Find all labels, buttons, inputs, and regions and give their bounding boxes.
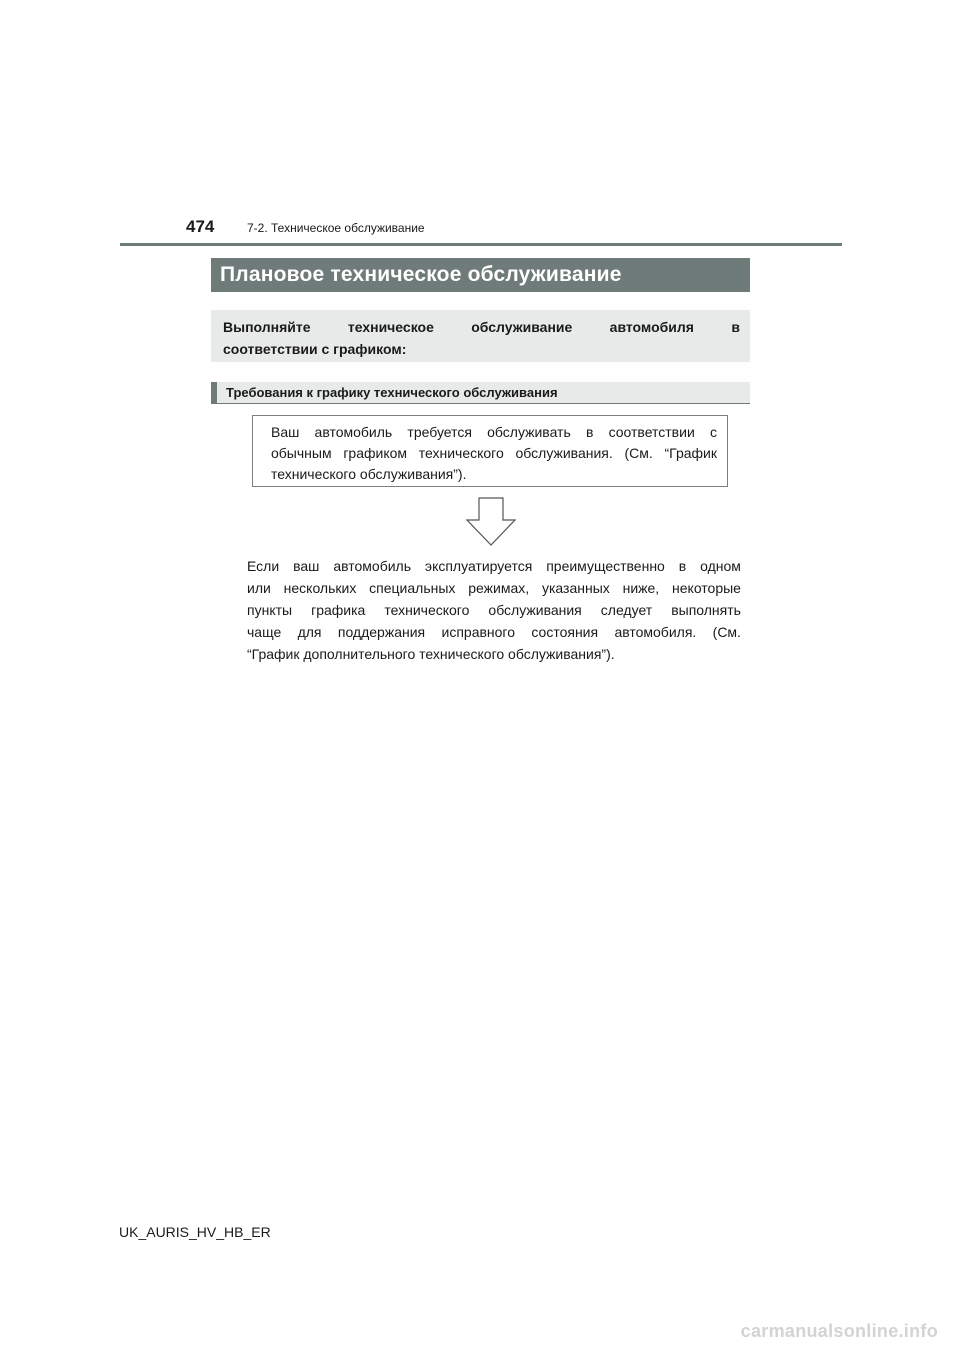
body-word: ваш [293,558,320,574]
intro-word: автомобиля [609,319,694,335]
body-line-4 [247,621,741,643]
body-word: для [297,624,322,640]
section-label: 7-2. Техническое обслуживание [247,221,425,235]
subheading-text: Требования к графику технического обслуживания [226,385,558,400]
body-word: эксплуатируется [424,558,533,574]
body-word: в [678,558,687,574]
requirement-word: обслуживать [487,424,571,440]
body-word: автомобиля. [614,624,697,640]
page-number: 474 [186,217,215,236]
intro-word: техническое [347,319,434,335]
body-word: технического [384,602,470,618]
subheading-bar [211,382,750,404]
body-word: чаще [247,624,282,640]
requirement-word: технического [418,445,504,461]
body-word: графика [311,602,366,618]
body-line-3 [247,599,741,621]
body-word: обслуживания [488,602,582,618]
intro-line-1 [223,316,740,338]
body-paragraph [247,555,741,665]
requirement-word: Ваш [271,424,300,440]
intro-box [211,310,750,362]
body-word: одном [700,558,741,574]
header-rule [120,243,842,246]
intro-word: в [731,319,740,335]
requirement-word: автомобиль [314,424,393,440]
requirement-word: требуется [407,424,472,440]
body-word: или [247,580,271,596]
body-word: состояния [531,624,599,640]
body-line-5: “График дополнительного технического обслуживания”). [247,646,615,662]
body-word: автомобиль [333,558,411,574]
requirement-box [252,415,728,487]
body-word: преимущественно [546,558,665,574]
requirement-word: графиком [343,445,408,461]
body-line-1 [247,555,741,577]
body-word: Если [247,558,280,574]
requirement-word: “График [664,445,717,461]
down-arrow-outline-icon [466,497,516,547]
requirement-line-3: технического обслуживания”). [271,466,467,482]
requirement-word: (См. [624,445,653,461]
intro-line-2: соответствии с графиком: [223,341,407,357]
intro-word: обслуживание [471,319,573,335]
body-word: указанных [541,580,610,596]
requirement-word: в [585,424,594,440]
requirement-word: обслуживания. [515,445,613,461]
body-word: выполнять [671,602,741,618]
body-line-2 [247,577,741,599]
body-word: ниже, [622,580,660,596]
subheading-marker [211,382,217,403]
body-word: нескольких [283,580,357,596]
requirement-word: обычным [271,445,332,461]
body-word: исправного [441,624,516,640]
body-word: некоторые [672,580,741,596]
document-code: UK_AURIS_HV_HB_ER [119,1224,271,1240]
watermark: carmanualsonline.info [740,1321,938,1341]
page-title: Плановое техническое обслуживание [220,263,622,286]
body-word: поддержания [337,624,426,640]
page-title-bar [211,258,750,292]
requirement-word: соответствии [608,424,695,440]
requirement-word: с [709,424,717,440]
requirement-line-1 [271,422,717,443]
body-word: режимах, [468,580,530,596]
body-word: специальных [369,580,456,596]
body-word: (См. [712,624,741,640]
body-word: следует [600,602,653,618]
body-word: пункты [247,602,293,618]
intro-word: Выполняйте [223,319,311,335]
requirement-line-2 [271,443,717,464]
